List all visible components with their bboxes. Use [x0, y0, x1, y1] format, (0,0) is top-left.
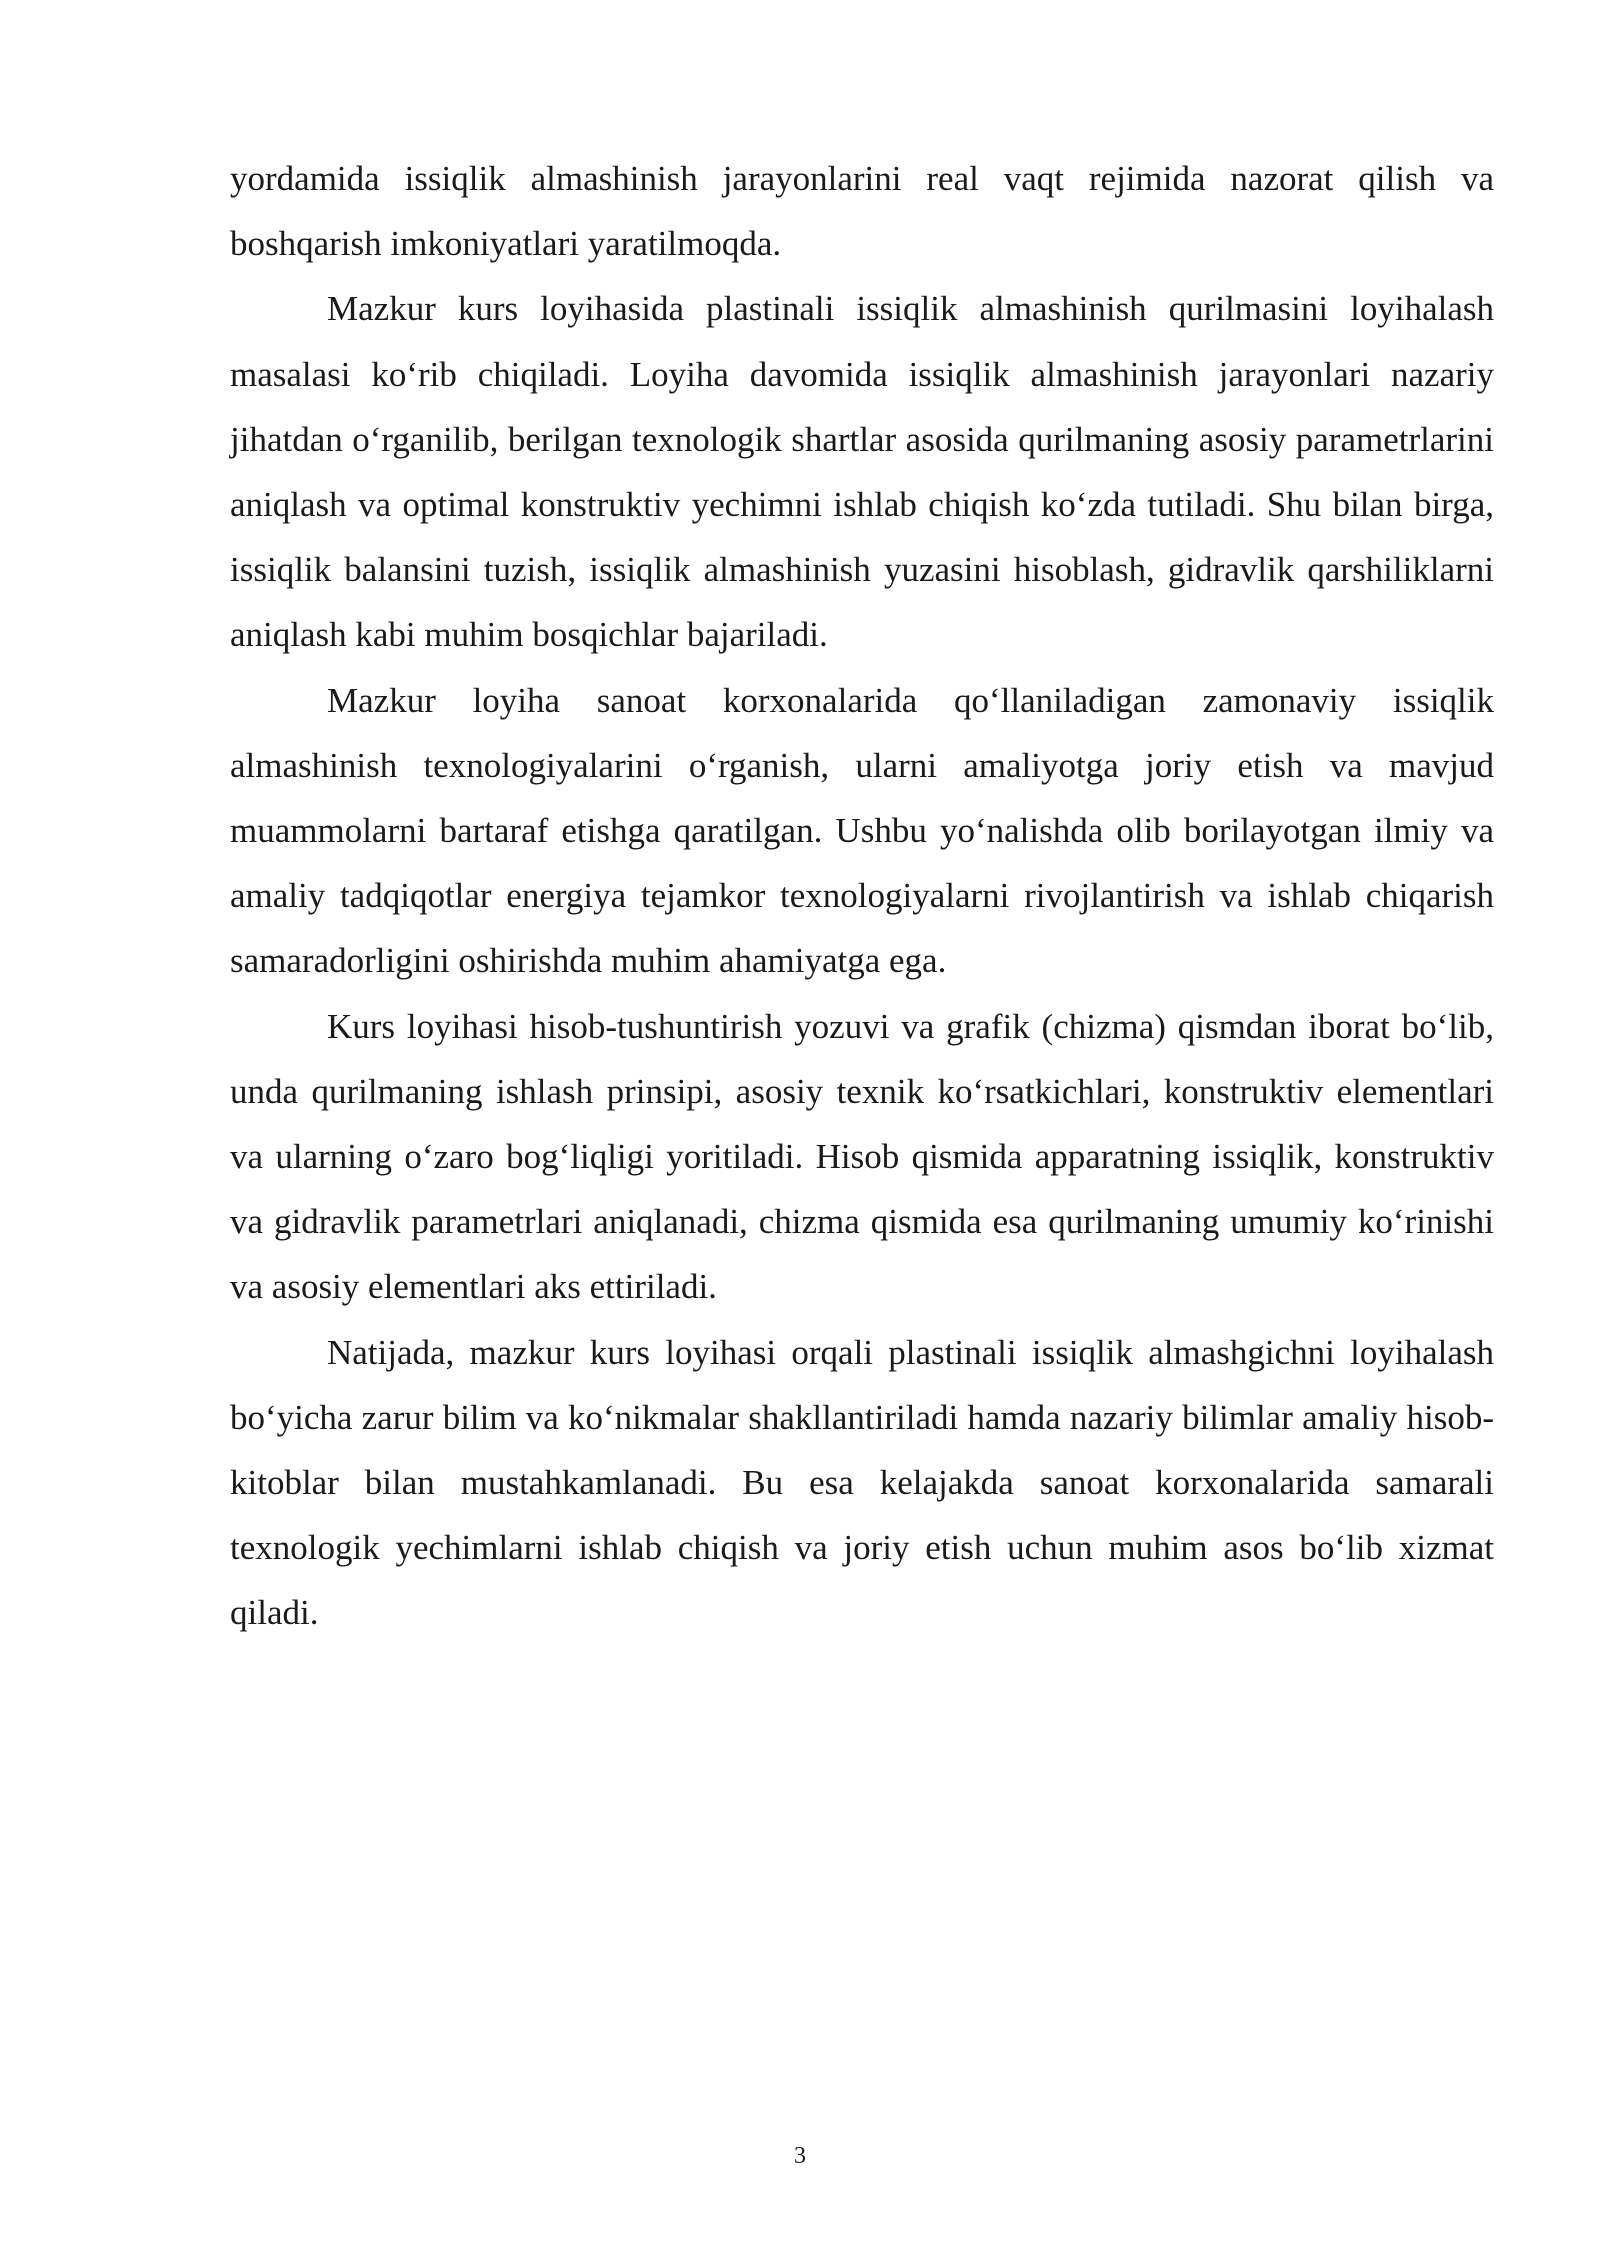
- paragraph-project-structure: Kurs loyihasi hisob-tushuntirish yozuvi va grafik (chizma) qismdan iborat bo‘lib, unda qurilmaning ishlash prinsipi, asosiy texnik ko‘rsatkichlari, konstruktiv elementlari va ularning o‘zaro bog‘liqligi yoritiladi. Hisob qismida apparatning issiqlik, konstruktiv va gidravlik parametrlari aniqlanadi, chizma qismida esa qurilmaning umumiy ko‘rinishi va asosiy elementlari aks ettiriladi.: [230, 1006, 1494, 1307]
- paragraph-project-scope: Mazkur kurs loyihasida plastinali issiqlik almashinish qurilmasini loyihalash masalasi ko‘rib chiqiladi. Loyiha davomida issiqlik almashinish jarayonlari nazariy jihatdan o‘rganilib, berilgan texnologik shartlar asosida qurilmaning asosiy parametrlarini aniqlash va optimal konstruktiv yechimni ishlab chiqish ko‘zda tutiladi. Shu bilan birga, issiqlik balansini tuzish, issiqlik almashinish yuzasini hisoblash, gidravlik qarshiliklarni aniqlash kabi muhim bosqichlar bajariladi.: [230, 289, 1494, 655]
- paragraph-continuation: yordamida issiqlik almashinish jarayonlarini real vaqt rejimida nazorat qilish va boshqarish imkoniyatlari yaratilmoqda.: [230, 159, 1494, 264]
- paragraph-conclusion: Natijada, mazkur kurs loyihasi orqali plastinali issiqlik almashgichni loyihalash bo‘yicha zarur bilim va ko‘nikmalar shakllantiriladi hamda nazariy bilimlar amaliy hisob-kitoblar bilan mustahkamlanadi. Bu esa kelajakda sanoat korxonalarida samarali texnologik yechimlarni ishlab chiqish va joriy etish uchun muhim asos bo‘lib xizmat qiladi.: [230, 1332, 1494, 1633]
- body-text: [230, 146, 1494, 1646]
- paragraph-industrial-relevance: Mazkur loyiha sanoat korxonalarida qo‘llaniladigan zamonaviy issiqlik almashinish texnologiyalarini o‘rganish, ularni amaliyotga joriy etish va mavjud muammolarni bartaraf etishga qaratilgan. Ushbu yo‘nalishda olib borilayotgan ilmiy va amaliy tadqiqotlar energiya tejamkor texnologiyalarni rivojlantirish va ishlab chiqarish samaradorligini oshirishda muhim ahamiyatga ega.: [230, 680, 1494, 981]
- page-number: 3: [794, 2143, 806, 2169]
